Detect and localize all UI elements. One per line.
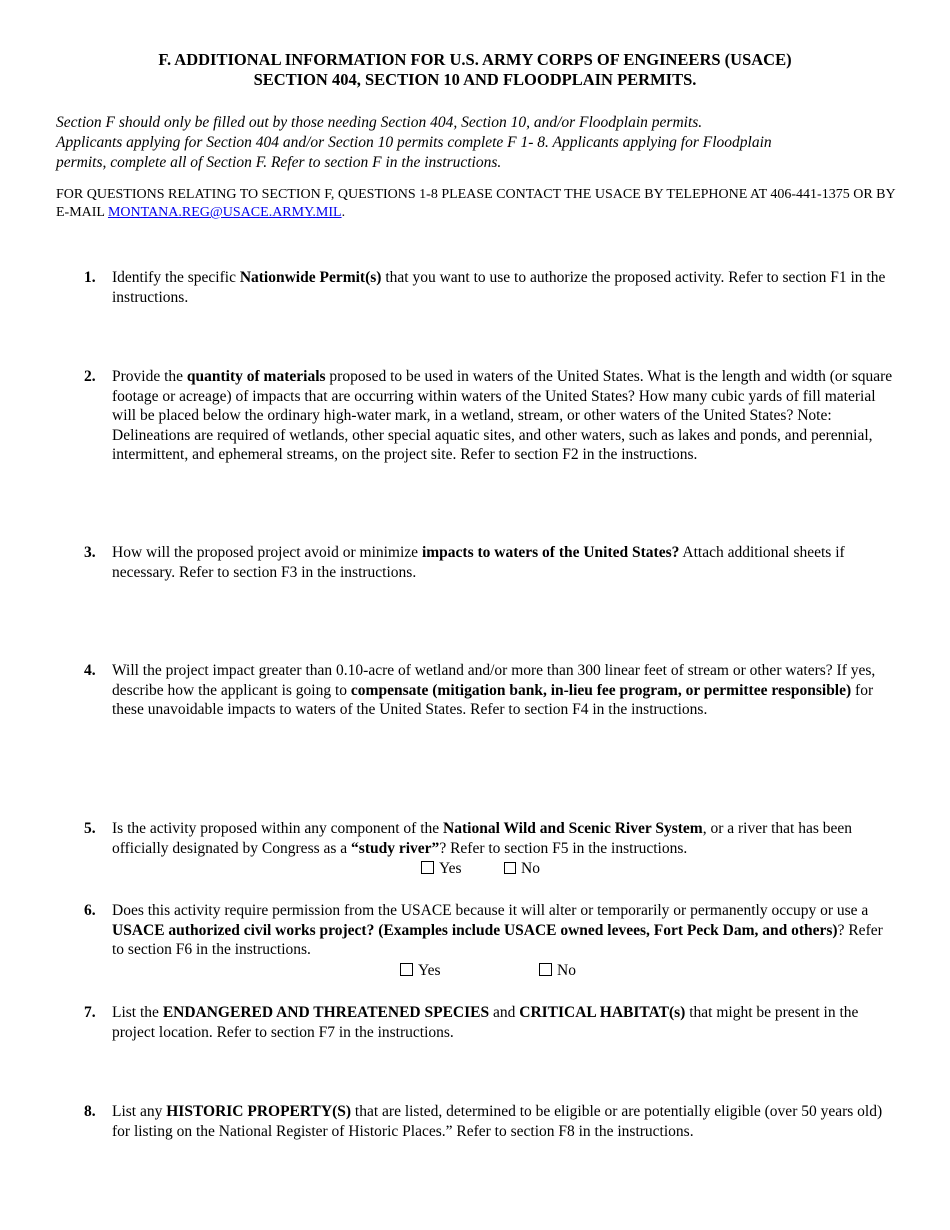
title-line-1: F. ADDITIONAL INFORMATION FOR U.S. ARMY CORPS OF ENGINEERS (USACE) — [158, 50, 792, 69]
question-4: 4. Will the project impact greater than 0.10-acre of wetland and/or more than 300 linear feet of stream or other waters? If yes, describe how the applicant is going to compensate (mitigation bank, in-lieu fee program, or permittee responsible) for these unavoidable impacts to waters of the United States. Refer to section F4 in the instructions. — [84, 662, 876, 719]
contact-email-link[interactable]: MONTANA.REG@USACE.ARMY.MIL — [107, 205, 342, 220]
intro-line-3: permits, complete all of Section F. Refer to section F in the instructions. — [56, 154, 502, 171]
contact-text: FOR QUESTIONS RELATING TO SECTION F, QUESTIONS 1-8 PLEASE CONTACT THE USACE BY TELEPHONE AT 406-441-1375 OR BY E-MAIL — [56, 187, 896, 220]
question-number: 6. — [84, 902, 96, 919]
question-number: 4. — [84, 662, 96, 679]
question-number: 1. — [84, 269, 96, 286]
q6-yes-label: Yes — [418, 962, 441, 979]
q6-yes-checkbox[interactable] — [400, 963, 413, 976]
q5-yes-option[interactable] — [421, 859, 462, 879]
question-3: 3. How will the proposed project avoid or minimize impacts to waters of the United States? Attach additional sheets if necessary. Refer to section F3 in the instructions. — [84, 544, 845, 581]
question-number: 3. — [84, 544, 96, 561]
question-number: 8. — [84, 1103, 96, 1120]
intro-line-2: Applicants applying for Section 404 and/or Section 10 permits complete F 1- 8. Applicants applying for Floodplain — [56, 134, 772, 151]
q5-yes-checkbox[interactable] — [421, 861, 434, 874]
section-title — [0, 50, 950, 90]
question-number: 5. — [84, 820, 96, 837]
contact-info — [56, 186, 896, 222]
question-number: 2. — [84, 368, 96, 385]
q5-no-option[interactable] — [504, 859, 540, 879]
q6-no-checkbox[interactable] — [539, 963, 552, 976]
q5-yes-label: Yes — [439, 860, 462, 877]
question-6: 6. Does this activity require permission from the USACE because it will alter or temporarily or permanently occupy or use a USACE authorized civil works project? (Examples include USACE owned levees, Fort Peck Dam, and others)? Refer to section F6 in the instructions. — [84, 902, 883, 959]
q6-no-label: No — [557, 962, 576, 979]
title-line-2: SECTION 404, SECTION 10 AND FLOODPLAIN PERMITS. — [253, 70, 697, 89]
q6-yes-option[interactable] — [400, 961, 441, 981]
question-number: 7. — [84, 1004, 96, 1021]
question-8: 8. List any HISTORIC PROPERTY(S) that are listed, determined to be eligible or are potentially eligible (over 50 years old) for listing on the National Register of Historic Places.” Refer to section F8 in the instructions. — [84, 1103, 883, 1140]
intro-line-1: Section F should only be filled out by those needing Section 404, Section 10, and/or Floodplain permits. — [56, 114, 703, 131]
contact-trail: . — [341, 205, 346, 220]
intro-instructions — [56, 113, 896, 173]
question-7: 7. List the ENDANGERED AND THREATENED SPECIES and CRITICAL HABITAT(s) that might be present in the project location. Refer to section F7 in the instructions. — [84, 1004, 859, 1041]
q6-no-option[interactable] — [539, 961, 576, 981]
q5-no-label: No — [521, 860, 540, 877]
question-5: 5. Is the activity proposed within any component of the National Wild and Scenic River System, or a river that has been officially designated by Congress as a “study river”? Refer to section F5 in the instructions. — [84, 820, 853, 857]
question-2: 2. Provide the quantity of materials proposed to be used in waters of the United States. What is the length and width (or square footage or acreage) of impacts that are occurring within waters of the United States? How many cubic yards of fill material will be placed below the ordinary high-water mark, in a wetland, stream, or other waters of the United States? Note: Delineations are required of wetlands, other special aquatic sites, and other waters, such as lakes and ponds, and perennial, intermittent, and ephemeral streams, on the project site. Refer to section F2 in the instructions. — [84, 368, 893, 464]
q5-no-checkbox[interactable] — [504, 862, 516, 874]
question-1: 1. Identify the specific Nationwide Permit(s) that you want to use to authorize the proposed activity. Refer to section F1 in the instructions. — [84, 269, 886, 306]
